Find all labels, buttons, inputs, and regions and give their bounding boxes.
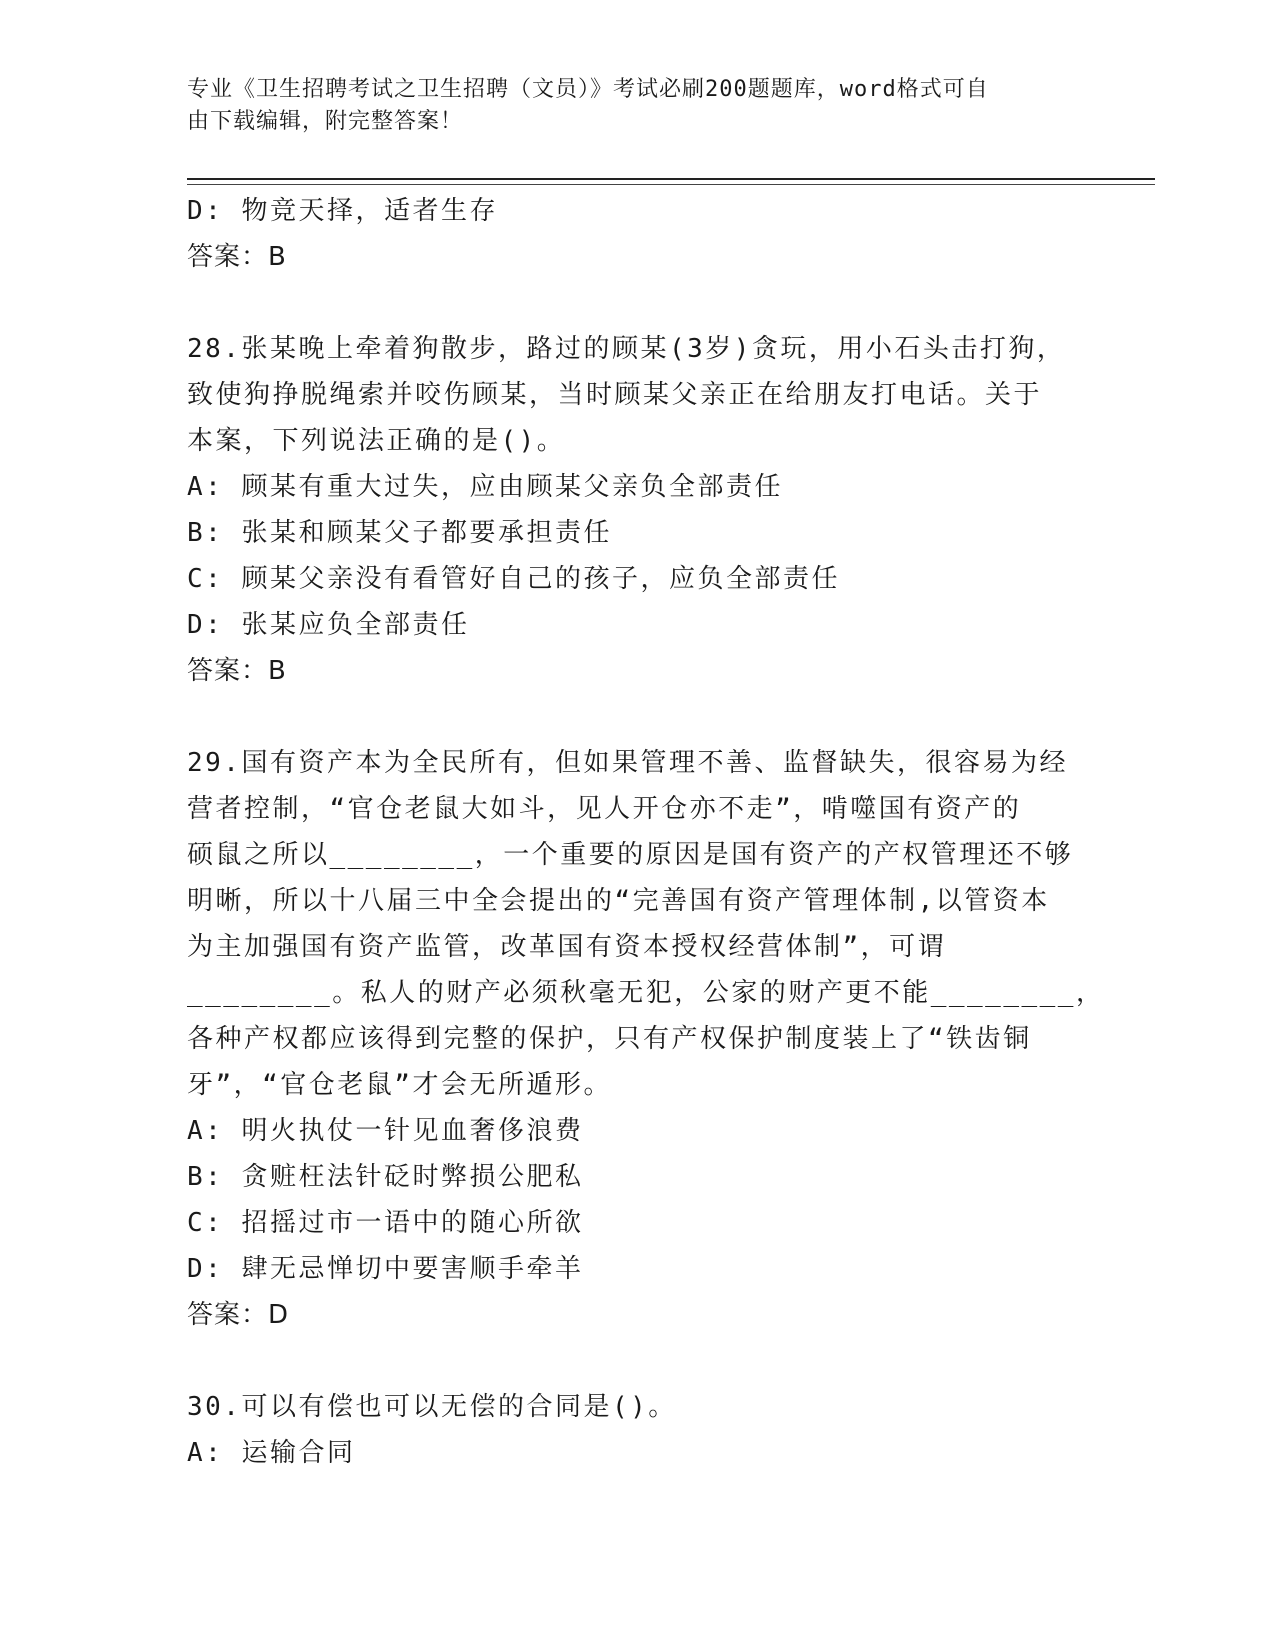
question-stem-line: 各种产权都应该得到完整的保护，只有产权保护制度装上了“铁齿铜 — [187, 1024, 1032, 1054]
document-header — [187, 74, 1067, 138]
answer-line: 答案：B — [187, 242, 287, 272]
option-c: C: 顾某父亲没有看管好自己的孩子，应负全部责任 — [187, 564, 840, 594]
header-line-2: 由下载编辑，附完整答案！ — [187, 109, 464, 134]
question-29 — [187, 740, 1105, 1338]
spacer — [187, 1338, 1087, 1384]
question-stem-line: 致使狗挣脱绳索并咬伤顾某，当时顾某父亲正在给朋友打电话。关于 — [187, 380, 1043, 410]
question-stem-line: 牙”，“官仓老鼠”才会无所遁形。 — [187, 1070, 612, 1100]
option-d: D: 肆无忌惮切中要害顺手牵羊 — [187, 1254, 584, 1284]
header-line-1: 专业《卫生招聘考试之卫生招聘（文员）》考试必刷200题题库，word格式可自 — [187, 77, 989, 102]
option-d: D: 张某应负全部责任 — [187, 610, 470, 640]
option-a: A: 运输合同 — [187, 1438, 356, 1468]
question-stem-line: 营者控制，“官仓老鼠大如斗，见人开仓亦不走”，啃噬国有资产的 — [187, 794, 1022, 824]
question-30 — [187, 1384, 1087, 1476]
document-body — [187, 188, 1105, 1476]
question-stem-line: 29.国有资产本为全民所有，但如果管理不善、监督缺失，很容易为经 — [187, 748, 1068, 778]
question-stem-line: 30.可以有偿也可以无偿的合同是()。 — [187, 1392, 677, 1422]
header-divider-thin — [187, 184, 1155, 185]
question-stem-line: 硕鼠之所以________，一个重要的原因是国有资产的产权管理还不够 — [187, 840, 1074, 870]
question-stem-line: 28.张某晚上牵着狗散步，路过的顾某(3岁)贪玩，用小石头击打狗， — [187, 334, 1066, 364]
option-c: C: 招摇过市一语中的随心所欲 — [187, 1208, 584, 1238]
question-stem-line: 为主加强国有资产监管，改革国有资本授权经营体制”，可谓 — [187, 932, 947, 962]
spacer — [187, 694, 1087, 740]
header-divider-thick — [187, 178, 1155, 180]
answer-line: 答案：B — [187, 656, 287, 686]
question-stem-line: 本案，下列说法正确的是()。 — [187, 426, 566, 456]
question-stem-line: ________。私人的财产必须秋毫无犯，公家的财产更不能________， — [187, 978, 1105, 1008]
question-28 — [187, 326, 1087, 694]
option-d: D: 物竞天择，适者生存 — [187, 196, 498, 226]
option-a: A: 明火执仗一针见血奢侈浪费 — [187, 1116, 584, 1146]
option-b: B: 贪赃枉法针砭时弊损公肥私 — [187, 1162, 584, 1192]
answer-line: 答案：D — [187, 1300, 290, 1330]
spacer — [187, 280, 1087, 326]
option-a: A: 顾某有重大过失，应由顾某父亲负全部责任 — [187, 472, 783, 502]
option-b: B: 张某和顾某父子都要承担责任 — [187, 518, 612, 548]
question-stem-line: 明晰，所以十八届三中全会提出的“完善国有资产管理体制,以管资本 — [187, 886, 1050, 916]
